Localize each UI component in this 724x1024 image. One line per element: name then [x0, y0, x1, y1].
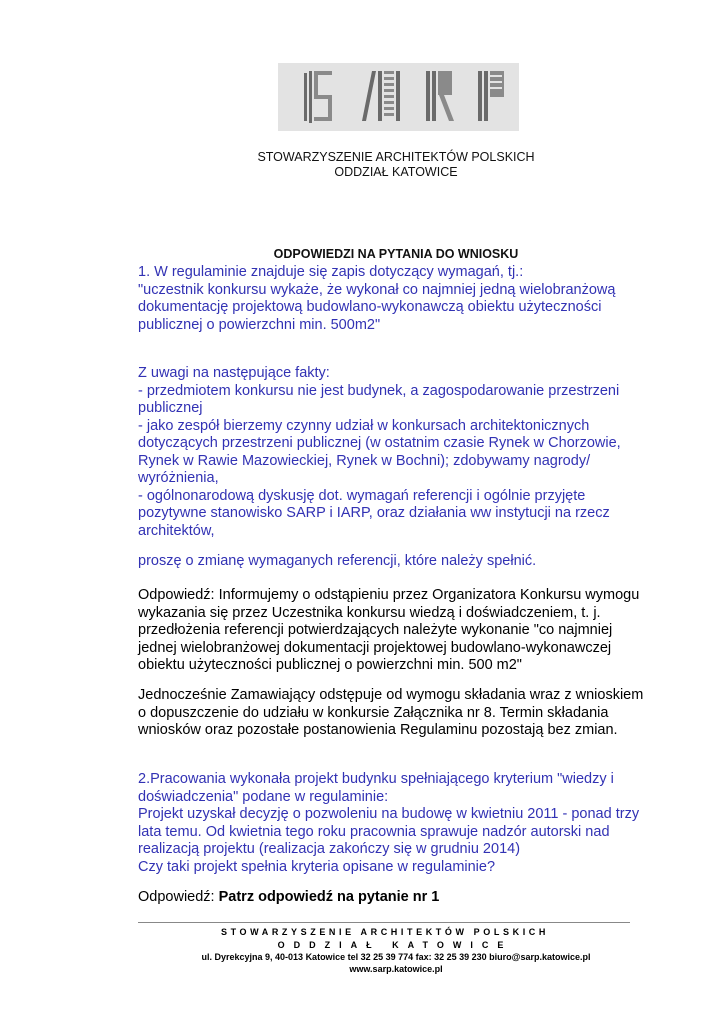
answer-1-line: przedłożenia referencji potwierdzających należyte wykonanie "co najmniej	[138, 622, 613, 638]
question-1-line: dokumentację projektową budowlano-wykonawczą obiektu użyteczności	[138, 299, 602, 315]
footer-website: www.sarp.katowice.pl	[349, 964, 443, 974]
footer-divider	[138, 922, 630, 923]
facts-line: wyróżnienia,	[138, 470, 219, 486]
facts-line: dotyczących przestrzeni publicznej (w ostatnim czasie Rynek w Chorzowie,	[138, 435, 621, 451]
answer-1-line: Odpowiedź: Informujemy o odstąpieniu przez Organizatora Konkursu wymogu	[138, 587, 640, 603]
question-2	[138, 771, 658, 876]
organization-branch: ODDZIAŁ KATOWICE	[334, 165, 458, 179]
answer-1-line: jednej wielobranżowej dokumentacji projektowej budowlano-wykonawczej	[138, 639, 612, 656]
sarp-logo-graphic	[278, 63, 519, 131]
question-2-line: lata temu. Od kwietnia tego roku pracownia sprawuje nadzór autorski nad	[138, 823, 610, 840]
answer-1	[138, 587, 658, 675]
answer-1-line: wykazania się przez Uczestnika konkursu wiedzą i doświadczeniem, t. j.	[138, 604, 601, 621]
facts-line: - ogólnonarodową dyskusję dot. wymagań referencji i ogólnie przyjęte	[138, 487, 586, 504]
question-2-line: doświadczenia" podane w regulaminie:	[138, 788, 389, 805]
answer-1-continuation	[138, 687, 658, 740]
document-title: ODPOWIEDZI NA PYTANIA DO WNIOSKU	[273, 247, 519, 261]
footer-contact: ul. Dyrekcyjna 9, 40-013 Katowice tel 32 25 39 774 fax: 32 25 39 230 biuro@sarp.katowice.pl	[201, 952, 591, 962]
answer-2-bold: Patrz odpowiedź na pytanie nr 1	[218, 889, 440, 905]
facts-line: architektów,	[138, 522, 215, 539]
footer-organization: STOWARZYSZENIE ARCHITEKTÓW POLSKICH	[220, 927, 549, 937]
question-2-line: realizacją projektu (realizacja zakończy się w grudniu 2014)	[138, 841, 521, 857]
question-1-line: publicznej o powierzchni min. 500m2"	[138, 316, 381, 333]
question-2-line: Projekt uzyskał decyzję o pozwoleniu na budowę w kwietniu 2011 - ponad trzy	[138, 806, 640, 822]
question-1-line: 1. W regulaminie znajduje się zapis dotyczący wymagań, tj.:	[138, 264, 524, 280]
question-1-line: "uczestnik konkursu wykaże, że wykonał co najmniej jedną wielobranżową	[138, 281, 616, 298]
facts-line: Z uwagi na następujące fakty:	[138, 365, 330, 381]
facts-line: publicznej	[138, 400, 203, 416]
answer-1-continuation-line: wniosków oraz pozostałe postanowienia Regulaminu pozostają bez zmian.	[138, 722, 618, 738]
question-1-request: proszę o zmianę wymaganych referencji, które należy spełnić.	[138, 553, 537, 569]
sarp-logo	[278, 63, 519, 131]
facts-line: - przedmiotem konkursu nie jest budynek, a zagospodarowanie przestrzeni	[138, 382, 620, 399]
answer-2-prefix: Odpowiedź:	[138, 889, 219, 905]
facts-line: Rynek w Rawie Mazowieckiej, Rynek w Bochni); zdobywamy nagrody/	[138, 452, 591, 469]
footer-branch: ODDZIAŁ KATOWICE	[277, 940, 513, 950]
question-2-line: Czy taki projekt spełnia kryteria opisane w regulaminie?	[138, 858, 496, 875]
facts-line: - jako zespół bierzemy czynny udział w konkursach architektonicznych	[138, 417, 590, 434]
answer-2	[138, 889, 658, 907]
answer-1-line: obiektu użyteczności publicznej o powierzchni min. 500 m2"	[138, 657, 522, 673]
answer-1-continuation-line: Jednocześnie Zamawiający odstępuje od wymogu składania wraz z wnioskiem	[138, 687, 644, 703]
question-2-line: 2.Pracowania wykonała projekt budynku spełniającego kryterium "wiedzy i	[138, 771, 614, 787]
answer-1-continuation-line: o dopuszczenie do udziału w konkursie Załącznika nr 8. Termin składania	[138, 704, 609, 721]
question-1	[138, 264, 658, 334]
organization-name: STOWARZYSZENIE ARCHITEKTÓW POLSKICH	[257, 150, 535, 164]
question-1-facts	[138, 365, 658, 540]
facts-line: pozytywne stanowisko SARP i IARP, oraz działania ww instytucji na rzecz	[138, 505, 610, 521]
